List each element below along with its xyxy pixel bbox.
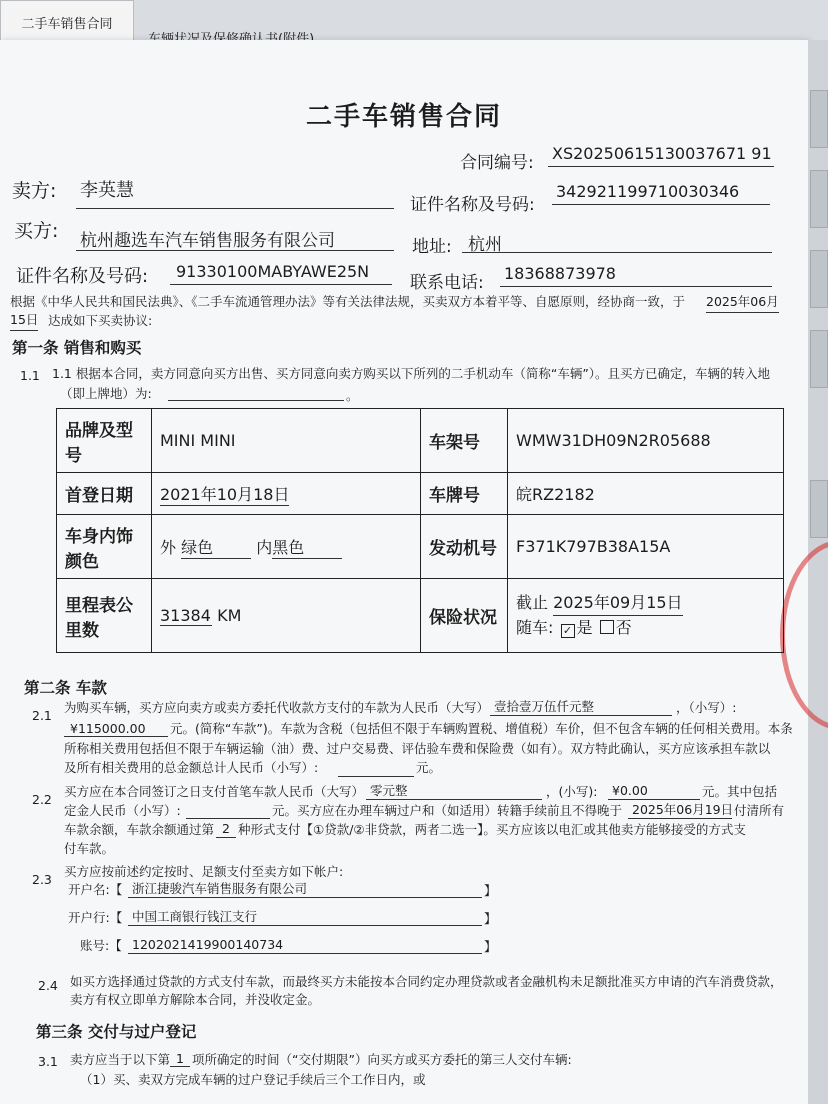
underline [462,252,772,253]
article-1-text: （即上牌地）为: [60,386,152,401]
bracket: 】 [484,883,497,898]
down-payment-in-words: 零元整 [370,783,408,798]
buyer-phone-label: 联系电话: [410,273,484,293]
color-cell [152,515,421,579]
table-header: 保险状况 [421,579,508,653]
clause-2-2-text: 元。买方应在办理车辆过户和（如适用）转籍手续前且不得晚于 [272,803,623,818]
underline [552,204,770,205]
clause-3-1-text: 卖方应当于以下第 [70,1052,171,1067]
buyer-address-value: 杭州 [468,235,502,255]
underline [128,925,482,926]
clause-2-2-text: 买方应在本合同签订之日支付首笔车款人民币（大写） [64,784,365,799]
clause-2-2-text: 定金人民币（小写）: [64,803,181,818]
preamble-date: 15日 [10,310,38,331]
page-edge-strip [810,90,828,148]
seller-id-value: 342921199710030346 [556,182,740,201]
seller-id-label: 证件名称及号码: [410,195,535,215]
bracket: 】 [484,911,497,926]
preamble-text: 达成如下买卖协议: [48,313,153,328]
clause-number: 2.3 [32,872,52,887]
table-header: 发动机号 [421,515,508,579]
table-header: 车身内饰颜色 [57,515,152,579]
interior-color-value: 黑色 [272,535,342,559]
clause-2-1-text: ，（小写）: [676,700,737,715]
registration-place-blank [168,400,344,401]
insurance-until-label: 截止 [516,593,549,612]
yes-option-label: 是 [576,618,593,637]
underline [366,799,542,800]
clause-2-2-text: 车款余额，车款余额通过第 [64,822,215,837]
clause-2-4-text: 卖方有权立即单方解除本合同，并没收定金。 [70,992,321,1007]
no-checkbox[interactable] [600,620,614,634]
clause-2-2-text: ，(小写): [546,784,598,799]
page-edge-strip [810,170,828,228]
underline [170,1066,190,1067]
table-header: 车架号 [421,409,508,473]
clause-number: 1.1 [20,368,40,383]
clause-3-1-text: 项所确定的时间（“交付期限”）向买方或买方委托的第三人交付车辆: [192,1052,572,1067]
yes-checkbox-checked[interactable] [561,624,575,638]
account-name-label: 开户名:【 [68,882,123,897]
article-1-title: 第一条 销售和购买 [12,339,142,357]
down-payment-in-figures: ¥0.00 [612,783,648,798]
underline [216,837,236,838]
mileage-value: 31384 [160,605,211,625]
clause-2-2-text: 付车款。 [64,841,115,856]
bank-value: 中国工商银行钱江支行 [132,909,258,924]
clause-number: 2.2 [32,792,52,807]
account-no-value: 1202021419900140734 [132,937,284,952]
underline [76,208,394,209]
underline [500,286,772,287]
exterior-label: 外 [160,537,177,557]
bank-label: 开户行:【 [68,910,123,925]
clause-2-1-text: 所称相关费用包括但不限于车辆运输（油）费、过户交易费、评估验车费和保险费（如有）。双方特此确认，买方应该承担车款以 [64,741,771,756]
clause-2-2-text: 元。其中包括 [702,784,778,799]
brand-model-value: MINI MINI [152,409,421,473]
article-2-title: 第二条 车款 [24,679,107,697]
table-header: 车牌号 [421,473,508,515]
buyer-id-value: 91330100MABYAWE25N [176,262,370,281]
buyer-label: 买方: [14,220,59,242]
page-edge-strip [810,330,828,388]
payment-option: 2 [222,821,230,836]
tab-label: 二手车销售合同 [21,16,113,32]
clause-2-1-text: 及所有相关费用的总金额总计人民币（小写）: [64,760,319,775]
page-edge-strip [810,480,828,538]
buyer-address-label: 地址: [412,237,452,257]
bracket: 】 [484,939,497,954]
first-registration-value: 2021年10月18日 [160,482,289,506]
check-icon: ✓ [562,624,573,637]
vehicle-info-table [56,408,784,653]
delivery-option: 1 [176,1051,184,1066]
document-title: 二手车销售合同 [305,102,502,132]
clause-2-1-text: 元。(简称“车款”)。车款为含税（包括但不限于车辆购置税、增值税）车价，但不包含车辆的任何相关费用。本条 [170,721,793,736]
clause-2-4-text: 如买方选择通过贷款的方式支付车款，而最终买方未能按本合同约定办理贷款或者金融机构未足额批准买方申请的汽车消费贷款， [70,974,783,989]
total-amount-blank [338,776,414,777]
seller-name: 李英慧 [80,180,134,201]
table-header: 品牌及型号 [57,409,152,473]
insurance-with-car-label: 随车: [516,618,554,637]
underline [628,818,732,819]
clause-number: 2.1 [32,708,52,723]
plate-value: 皖RZ2182 [508,473,784,515]
no-option-label: 否 [615,618,632,637]
underline [490,715,672,716]
table-header: 首登日期 [57,473,152,515]
clause-2-3-text: 买方应按前述约定按时、足额支付至卖方如下帐户: [64,864,344,879]
price-in-words: 壹拾壹万伍仟元整 [494,699,595,714]
clause-number: 2.4 [38,978,58,993]
underline [128,953,482,954]
price-in-figures: ¥115000.00 [70,721,146,736]
exterior-color-value: 绿色 [181,535,251,559]
underline [76,250,394,251]
clause-2-2-text: 付清所有 [734,803,785,818]
buyer-id-label: 证件名称及号码: [16,266,149,287]
first-registration-cell [152,473,421,515]
payment-deadline: 2025年06月19日 [632,802,734,817]
contract-no-label: 合同编号: [460,153,534,173]
mileage-unit: KM [217,605,242,625]
mileage-cell [152,579,421,653]
underline [64,736,168,737]
table-header: 里程表公里数 [57,579,152,653]
clause-2-1-text: 为购买车辆，买方应向卖方或卖方委托代收款方支付的车款为人民币（大写） [64,700,490,715]
article-1-text: 1.1 根据本合同，卖方同意向买方出售、买方同意向卖方购买以下所列的二手机动车（简称“车辆”）。且买方已确定，车辆的转入地 [52,366,771,381]
clause-number: 3.1 [38,1054,58,1069]
article-1-text: 。 [346,388,359,403]
insurance-until-value: 2025年09月15日 [553,591,682,616]
seller-label: 卖方: [12,180,57,202]
underline [170,284,392,285]
preamble-text: 根据《中华人民共和国民法典》、《二手车流通管理办法》等有关法律法规，买卖双方本着平等、自愿原则，经协商一致，于 [10,294,686,309]
underline [128,897,482,898]
account-name-value: 浙江捷骏汽车销售服务有限公司 [132,881,308,896]
insurance-cell [508,579,784,653]
underline [548,166,774,167]
clause-2-1-text: 元。 [416,760,442,775]
preamble-date: 2025年06月 [706,292,779,313]
clause-2-2-text: 种形式支付【①贷款/②非贷款，两者二选一】。买方应该以电汇或其他卖方能够接受的方式支 [238,822,746,837]
contract-no-value: XS20250615130037671 91 [552,144,772,163]
tab-sales-contract[interactable] [0,0,134,43]
account-no-label: 账号:【 [80,938,122,953]
page-edge-strip [810,250,828,308]
clause-3-1-text: （1）买、卖双方完成车辆的过户登记手续后三个工作日内，或 [80,1072,426,1087]
interior-label: 内 [256,537,273,557]
engine-no-value: F371K797B38A15A [508,515,784,579]
buyer-name: 杭州趣选车汽车销售服务有限公司 [80,231,335,251]
vin-value: WMW31DH09N2R05688 [508,409,784,473]
buyer-phone-value: 18368873978 [504,264,616,283]
article-3-title: 第三条 交付与过户登记 [36,1023,197,1041]
